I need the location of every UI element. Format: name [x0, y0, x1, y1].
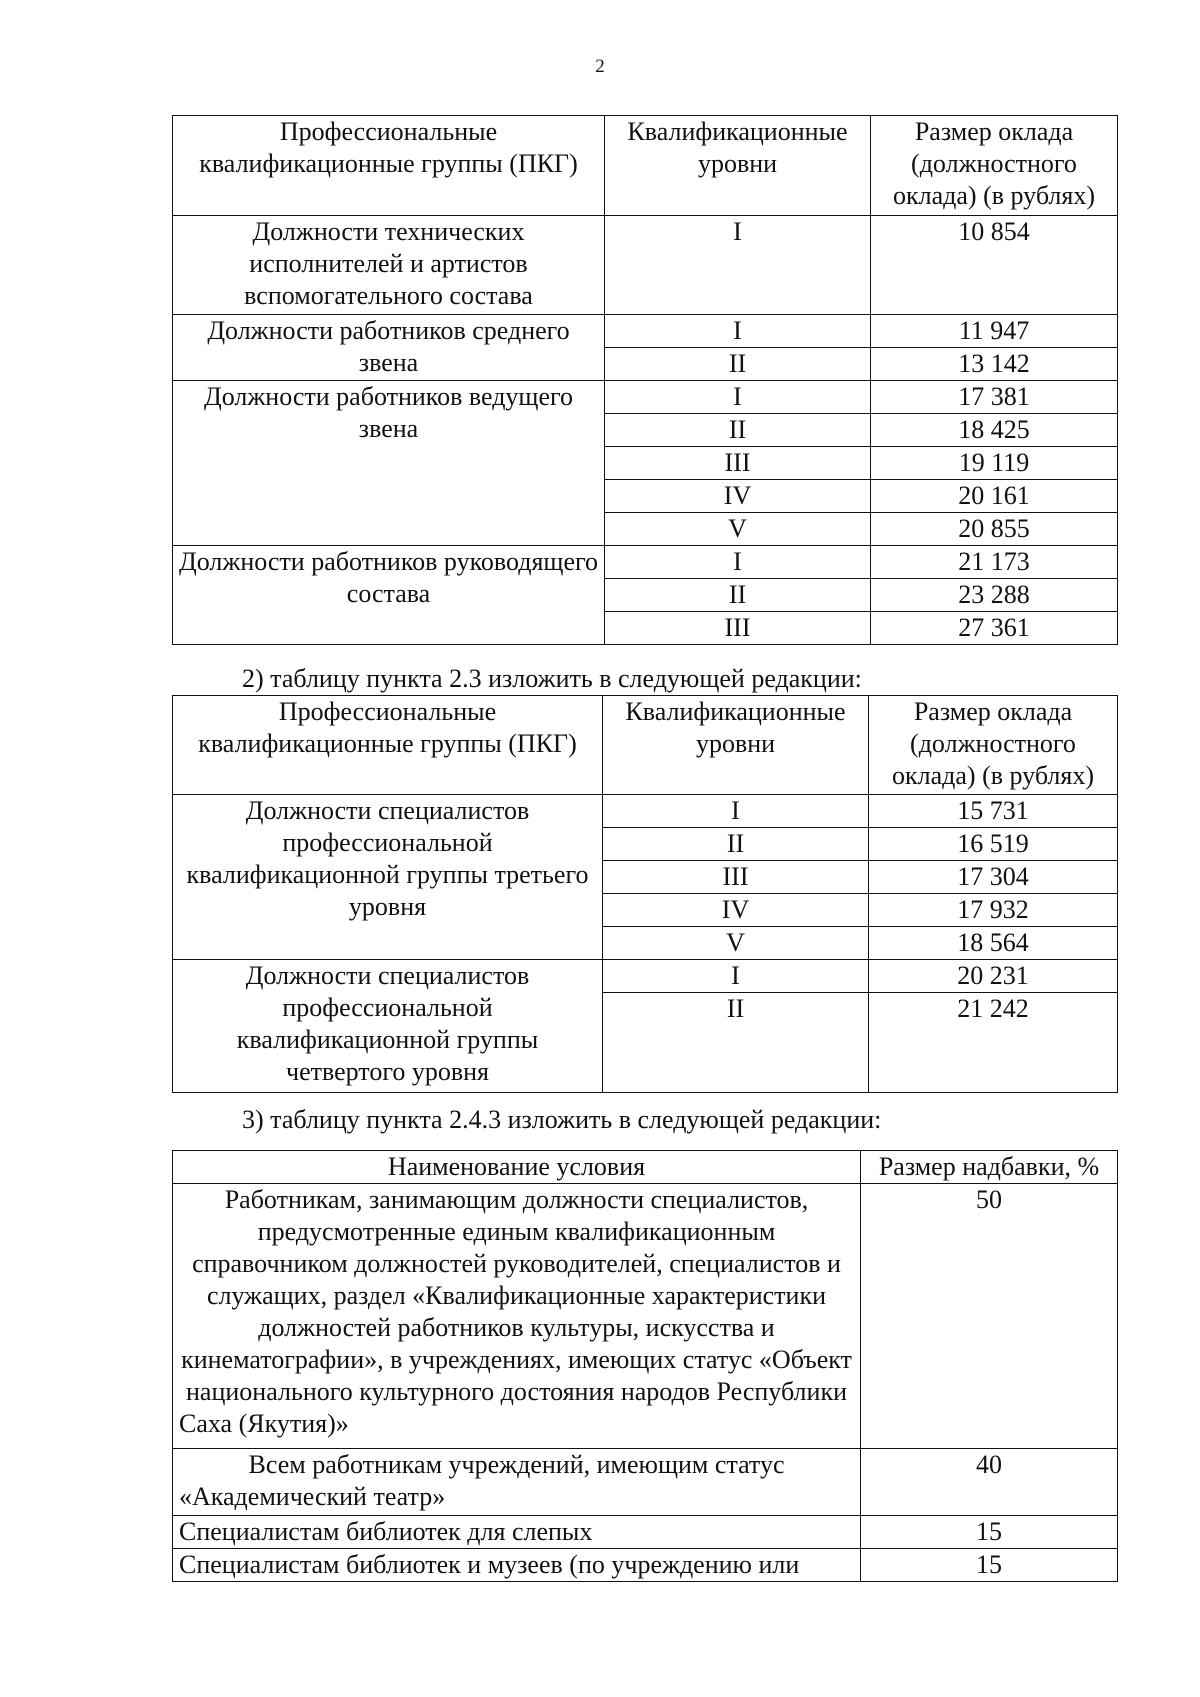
salary-cell: 27 361	[871, 612, 1118, 645]
level-cell: III	[605, 612, 871, 645]
header-pkg: Профессиональные квалификационные группы (ПКГ)	[173, 696, 603, 795]
salary-cell: 16 519	[869, 828, 1118, 861]
level-cell: I	[605, 315, 871, 348]
allowance-cell: 15	[861, 1549, 1118, 1582]
level-cell: III	[605, 447, 871, 480]
level-cell: V	[605, 513, 871, 546]
condition-cell: Всем работникам учреждений, имеющим статус «Академический театр»	[173, 1449, 861, 1516]
header-levels: Квалификационные уровни	[605, 116, 871, 216]
salary-cell: 20 231	[869, 960, 1118, 993]
level-cell: II	[603, 993, 869, 1093]
salary-cell: 10 854	[871, 216, 1118, 315]
allowance-cell: 50	[861, 1184, 1118, 1449]
salary-cell: 20 161	[871, 480, 1118, 513]
header-allowance: Размер надбавки, %	[861, 1151, 1118, 1184]
salary-table-2	[172, 695, 1118, 1093]
allowance-cell: 15	[861, 1516, 1118, 1549]
level-cell: III	[603, 861, 869, 894]
header-salary: Размер оклада (должностного оклада) (в рублях)	[871, 116, 1118, 216]
salary-cell: 18 564	[869, 927, 1118, 960]
salary-cell: 13 142	[871, 348, 1118, 381]
level-cell: II	[605, 579, 871, 612]
level-cell: IV	[603, 894, 869, 927]
level-cell: I	[603, 795, 869, 828]
salary-table-1	[172, 115, 1118, 645]
level-cell: I	[605, 381, 871, 414]
level-cell: I	[603, 960, 869, 993]
group-name: Должности специалистов профессиональной квалификационной группы четвертого уровня	[173, 960, 603, 1093]
group-name: Должности работников руководящего состава	[173, 546, 605, 645]
paragraph-2: 2) таблицу пункта 2.3 изложить в следующей редакции:	[242, 664, 862, 693]
level-cell: I	[605, 546, 871, 579]
salary-cell: 11 947	[871, 315, 1118, 348]
header-condition: Наименование условия	[173, 1151, 861, 1184]
salary-cell: 19 119	[871, 447, 1118, 480]
page-number: 2	[595, 56, 605, 77]
salary-cell: 20 855	[871, 513, 1118, 546]
group-name: Должности специалистов профессиональной квалификационной группы третьего уровня	[173, 795, 603, 960]
header-salary: Размер оклада (должностного оклада) (в рублях)	[869, 696, 1118, 795]
salary-cell: 23 288	[871, 579, 1118, 612]
condition-cell: Специалистам библиотек и музеев (по учреждению или	[173, 1549, 861, 1582]
salary-cell: 21 173	[871, 546, 1118, 579]
condition-cell: Работникам, занимающим должности специалистов, предусмотренные единым квалификационным справочником должностей руководителей, специалистов и служащих, раздел «Квалификационные характеристики должностей работников культуры, искусства и кинематографии», в учреждениях, имеющих статус «Объект национального культурного достояния народов Республики Саха (Якутия)»	[173, 1184, 861, 1449]
group-name: Должности технических исполнителей и артистов вспомогательного состава	[173, 216, 605, 315]
header-levels: Квалификационные уровни	[603, 696, 869, 795]
allowance-table	[172, 1150, 1118, 1582]
group-name: Должности работников среднего звена	[173, 315, 605, 381]
salary-cell: 17 304	[869, 861, 1118, 894]
salary-cell: 18 425	[871, 414, 1118, 447]
level-cell: II	[605, 414, 871, 447]
condition-cell: Специалистам библиотек для слепых	[173, 1516, 861, 1549]
level-cell: IV	[605, 480, 871, 513]
paragraph-3: 3) таблицу пункта 2.4.3 изложить в следующей редакции:	[242, 1105, 882, 1134]
allowance-cell: 40	[861, 1449, 1118, 1516]
level-cell: V	[603, 927, 869, 960]
group-name: Должности работников ведущего звена	[173, 381, 605, 546]
salary-cell: 17 932	[869, 894, 1118, 927]
salary-cell: 21 242	[869, 993, 1118, 1093]
salary-cell: 15 731	[869, 795, 1118, 828]
level-cell: I	[605, 216, 871, 315]
salary-cell: 17 381	[871, 381, 1118, 414]
header-pkg: Профессиональные квалификационные группы (ПКГ)	[173, 116, 605, 216]
level-cell: II	[603, 828, 869, 861]
level-cell: II	[605, 348, 871, 381]
